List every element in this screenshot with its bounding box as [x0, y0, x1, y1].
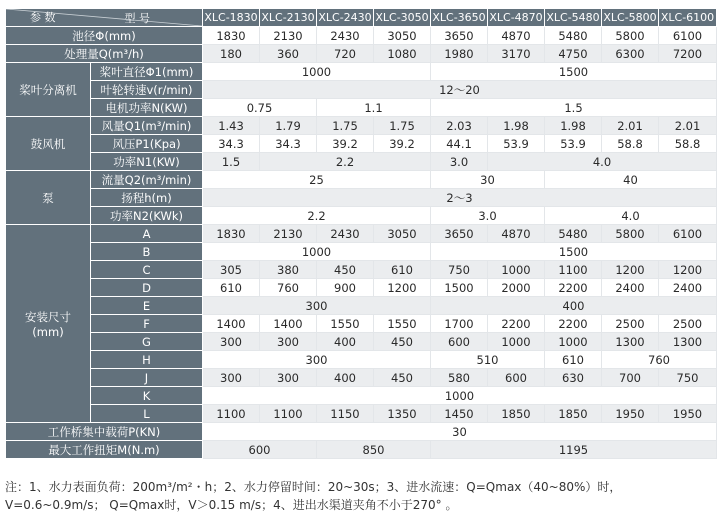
table-cell: 4870: [488, 225, 545, 243]
table-cell: 3650: [431, 225, 488, 243]
model-header: XLC-2130: [260, 9, 317, 27]
table-cell: 53.9: [488, 135, 545, 153]
table-cell: 1200: [374, 279, 431, 297]
table-cell: 510: [431, 351, 545, 369]
table-cell: 700: [602, 369, 659, 387]
table-cell: 34.3: [260, 135, 317, 153]
table-cell: 25: [203, 171, 431, 189]
table-cell: 1000: [488, 261, 545, 279]
table-cell: 2500: [602, 315, 659, 333]
table-row: [6, 207, 717, 225]
table-cell: 1400: [203, 315, 260, 333]
category-label: 泵: [6, 171, 91, 225]
table-cell: 3650: [431, 27, 488, 45]
table-cell: 1550: [317, 315, 374, 333]
table-cell: 30: [431, 171, 545, 189]
table-cell: 1.1: [317, 99, 431, 117]
table-cell: 1.5: [431, 99, 717, 117]
table-cell: 4870: [488, 27, 545, 45]
table-cell: 1.43: [203, 117, 260, 135]
table-row: [6, 27, 717, 45]
row-label: C: [91, 261, 203, 279]
model-header: XLC-6100: [659, 9, 717, 27]
row-label: 功率N1(KW): [91, 153, 203, 171]
table-cell: 750: [659, 369, 717, 387]
table-cell: 5800: [602, 27, 659, 45]
table-cell: 1000: [203, 243, 431, 261]
table-cell: 2200: [545, 279, 602, 297]
footnote-line: 注：1、水力表面负荷：200m³/m²・h；2、水力停留时间：20~30s；3、进水流速：Q=Qmax（40~80%）时，: [5, 480, 622, 494]
table-cell: 3050: [374, 27, 431, 45]
table-cell: 1850: [545, 405, 602, 423]
table-cell: 2～3: [203, 189, 717, 207]
model-header: XLC-2430: [317, 9, 374, 27]
table-row: [6, 333, 717, 351]
table-row: [6, 45, 717, 63]
row-label: 最大工作扭矩M(N.m): [6, 441, 203, 459]
table-row: [6, 387, 717, 405]
table-row: [6, 63, 717, 81]
table-cell: 300: [203, 297, 431, 315]
table-row: [6, 117, 717, 135]
table-cell: 5480: [545, 27, 602, 45]
table-cell: 1950: [659, 405, 717, 423]
table-cell: 450: [374, 333, 431, 351]
model-header: XLC-5480: [545, 9, 602, 27]
table-cell: 1980: [431, 45, 488, 63]
table-cell: 1500: [431, 243, 717, 261]
table-cell: 1500: [431, 63, 717, 81]
table-row: [6, 315, 717, 333]
category-label-text: 安装尺寸: [25, 309, 71, 324]
table-cell: 1700: [431, 315, 488, 333]
category-label: 鼓风机: [6, 117, 91, 171]
table-cell: 1.75: [317, 117, 374, 135]
row-label: 扬程h(m): [91, 189, 203, 207]
model-header: XLC-4870: [488, 9, 545, 27]
row-label: 叶轮转速v(r/min): [91, 81, 203, 99]
table-cell: 30: [203, 423, 717, 441]
table-cell: 850: [317, 441, 431, 459]
row-label: E: [91, 297, 203, 315]
table-cell: 1.5: [203, 153, 260, 171]
row-label: 电机功率N(KW): [91, 99, 203, 117]
table-row: [6, 369, 717, 387]
table-cell: 1.75: [374, 117, 431, 135]
row-label: L: [91, 405, 203, 423]
table-cell: 53.9: [545, 135, 602, 153]
table-cell: 400: [317, 369, 374, 387]
row-label: 池径Φ(mm): [6, 27, 203, 45]
table-cell: 1000: [488, 333, 545, 351]
table-cell: 58.8: [602, 135, 659, 153]
header-row: [6, 9, 717, 27]
table-row: [6, 99, 717, 117]
table-cell: 400: [317, 333, 374, 351]
table-cell: 1000: [203, 387, 717, 405]
table-row: [6, 441, 717, 459]
row-label: F: [91, 315, 203, 333]
table-cell: 1950: [602, 405, 659, 423]
table-cell: 2000: [488, 279, 545, 297]
table-cell: 3050: [374, 225, 431, 243]
table-cell: 760: [602, 351, 717, 369]
row-label: A: [91, 225, 203, 243]
table-cell: 2.03: [431, 117, 488, 135]
table-cell: 1100: [203, 405, 260, 423]
table-row: [6, 189, 717, 207]
table-cell: 4.0: [545, 207, 717, 225]
table-cell: 300: [203, 369, 260, 387]
footnote-line: V=0.6~0.9m/s； Q=Qmax时，V＞0.15 m/s；4、进出水渠道夹角不小于270° 。: [5, 498, 458, 512]
table-cell: 750: [431, 261, 488, 279]
table-row: [6, 171, 717, 189]
table-cell: 1000: [203, 63, 431, 81]
table-cell: 6300: [602, 45, 659, 63]
table-cell: 610: [545, 351, 602, 369]
model-header: XLC-3650: [431, 9, 488, 27]
footnotes: [5, 478, 715, 514]
table-cell: 300: [260, 333, 317, 351]
category-label: 桨叶分离机: [6, 63, 91, 117]
table-row: [6, 351, 717, 369]
table-cell: 3.0: [431, 153, 488, 171]
table-cell: 1400: [260, 315, 317, 333]
table-cell: 760: [260, 279, 317, 297]
table-cell: 2130: [260, 225, 317, 243]
table-cell: 600: [203, 441, 317, 459]
table-cell: 7200: [659, 45, 717, 63]
table-cell: 360: [260, 45, 317, 63]
table-cell: 1000: [545, 333, 602, 351]
table-cell: 1.98: [545, 117, 602, 135]
table-cell: 380: [260, 261, 317, 279]
table-cell: 1.98: [488, 117, 545, 135]
table-cell: 0.75: [203, 99, 317, 117]
category-label: [6, 225, 91, 423]
table-cell: 2.01: [659, 117, 717, 135]
table-cell: 2500: [659, 315, 717, 333]
table-cell: 600: [431, 333, 488, 351]
table-cell: 1550: [374, 315, 431, 333]
table-cell: 580: [431, 369, 488, 387]
model-header: XLC-3050: [374, 9, 431, 27]
table-cell: 610: [203, 279, 260, 297]
table-cell: 300: [260, 369, 317, 387]
table-cell: 2.2: [203, 207, 431, 225]
table-cell: 6100: [659, 225, 717, 243]
table-cell: 1080: [374, 45, 431, 63]
table-cell: 1500: [431, 279, 488, 297]
table-cell: 1300: [602, 333, 659, 351]
row-label: 流量Q2(m³/min): [91, 171, 203, 189]
table-cell: 1.79: [260, 117, 317, 135]
table-cell: 1350: [374, 405, 431, 423]
table-row: [6, 279, 717, 297]
table-cell: 1195: [431, 441, 717, 459]
table-cell: 5800: [602, 225, 659, 243]
table-cell: 1830: [203, 27, 260, 45]
table-cell: 1300: [659, 333, 717, 351]
header-corner: [6, 9, 203, 27]
table-row: [6, 153, 717, 171]
table-cell: 1850: [488, 405, 545, 423]
category-unit: (mm): [32, 324, 64, 339]
table-cell: 2400: [602, 279, 659, 297]
row-label: 风量Q1(m³/min): [91, 117, 203, 135]
table-row: [6, 225, 717, 243]
table-cell: 3170: [488, 45, 545, 63]
table-cell: 44.1: [431, 135, 488, 153]
table-cell: 12～20: [203, 81, 717, 99]
table-cell: 450: [374, 369, 431, 387]
table-row: [6, 135, 717, 153]
table-row: [6, 297, 717, 315]
corner-model-label: 型 号: [124, 12, 150, 25]
table-cell: 1200: [659, 261, 717, 279]
table-cell: 2430: [317, 27, 374, 45]
table-cell: 34.3: [203, 135, 260, 153]
model-header: XLC-5800: [602, 9, 659, 27]
table-cell: 2200: [488, 315, 545, 333]
table-cell: 1150: [317, 405, 374, 423]
table-cell: 630: [545, 369, 602, 387]
table-cell: 720: [317, 45, 374, 63]
table-cell: 1100: [545, 261, 602, 279]
table-cell: 2400: [659, 279, 717, 297]
table-cell: 300: [203, 333, 260, 351]
table-cell: 2.01: [602, 117, 659, 135]
row-label: G: [91, 333, 203, 351]
table-cell: 305: [203, 261, 260, 279]
row-label: H: [91, 351, 203, 369]
row-label: 功率N2(KWk): [91, 207, 203, 225]
table-cell: 3.0: [431, 207, 545, 225]
table-cell: 2.2: [260, 153, 431, 171]
row-label: D: [91, 279, 203, 297]
table-row: [6, 405, 717, 423]
table-cell: 58.8: [659, 135, 717, 153]
table-row: [6, 423, 717, 441]
table-cell: 450: [317, 261, 374, 279]
table-cell: 400: [431, 297, 717, 315]
table-cell: 1200: [602, 261, 659, 279]
row-label: K: [91, 387, 203, 405]
row-label: 处理量Q(m³/h): [6, 45, 203, 63]
table-cell: 5480: [545, 225, 602, 243]
row-label: B: [91, 243, 203, 261]
table-cell: 39.2: [374, 135, 431, 153]
spec-table: [5, 8, 717, 459]
table-cell: 2200: [545, 315, 602, 333]
row-label: 风压P1(Kpa): [91, 135, 203, 153]
table-cell: 1100: [260, 405, 317, 423]
model-header: XLC-1830: [203, 9, 260, 27]
table-cell: 1830: [203, 225, 260, 243]
table-cell: 6100: [659, 27, 717, 45]
row-label: 桨叶直径Φ1(mm): [91, 63, 203, 81]
table-cell: 610: [374, 261, 431, 279]
table-cell: 39.2: [317, 135, 374, 153]
table-row: [6, 261, 717, 279]
table-cell: 180: [203, 45, 260, 63]
table-cell: 4750: [545, 45, 602, 63]
table-cell: 1450: [431, 405, 488, 423]
row-label: J: [91, 369, 203, 387]
table-cell: 2130: [260, 27, 317, 45]
table-row: [6, 81, 717, 99]
table-cell: 300: [203, 351, 431, 369]
table-cell: 2430: [317, 225, 374, 243]
table-cell: 40: [545, 171, 717, 189]
row-label: 工作桥集中载荷P(KN): [6, 423, 203, 441]
corner-param-label: 参 数: [30, 11, 56, 24]
table-cell: 600: [488, 369, 545, 387]
table-cell: 4.0: [488, 153, 717, 171]
table-cell: 900: [317, 279, 374, 297]
table-row: [6, 243, 717, 261]
